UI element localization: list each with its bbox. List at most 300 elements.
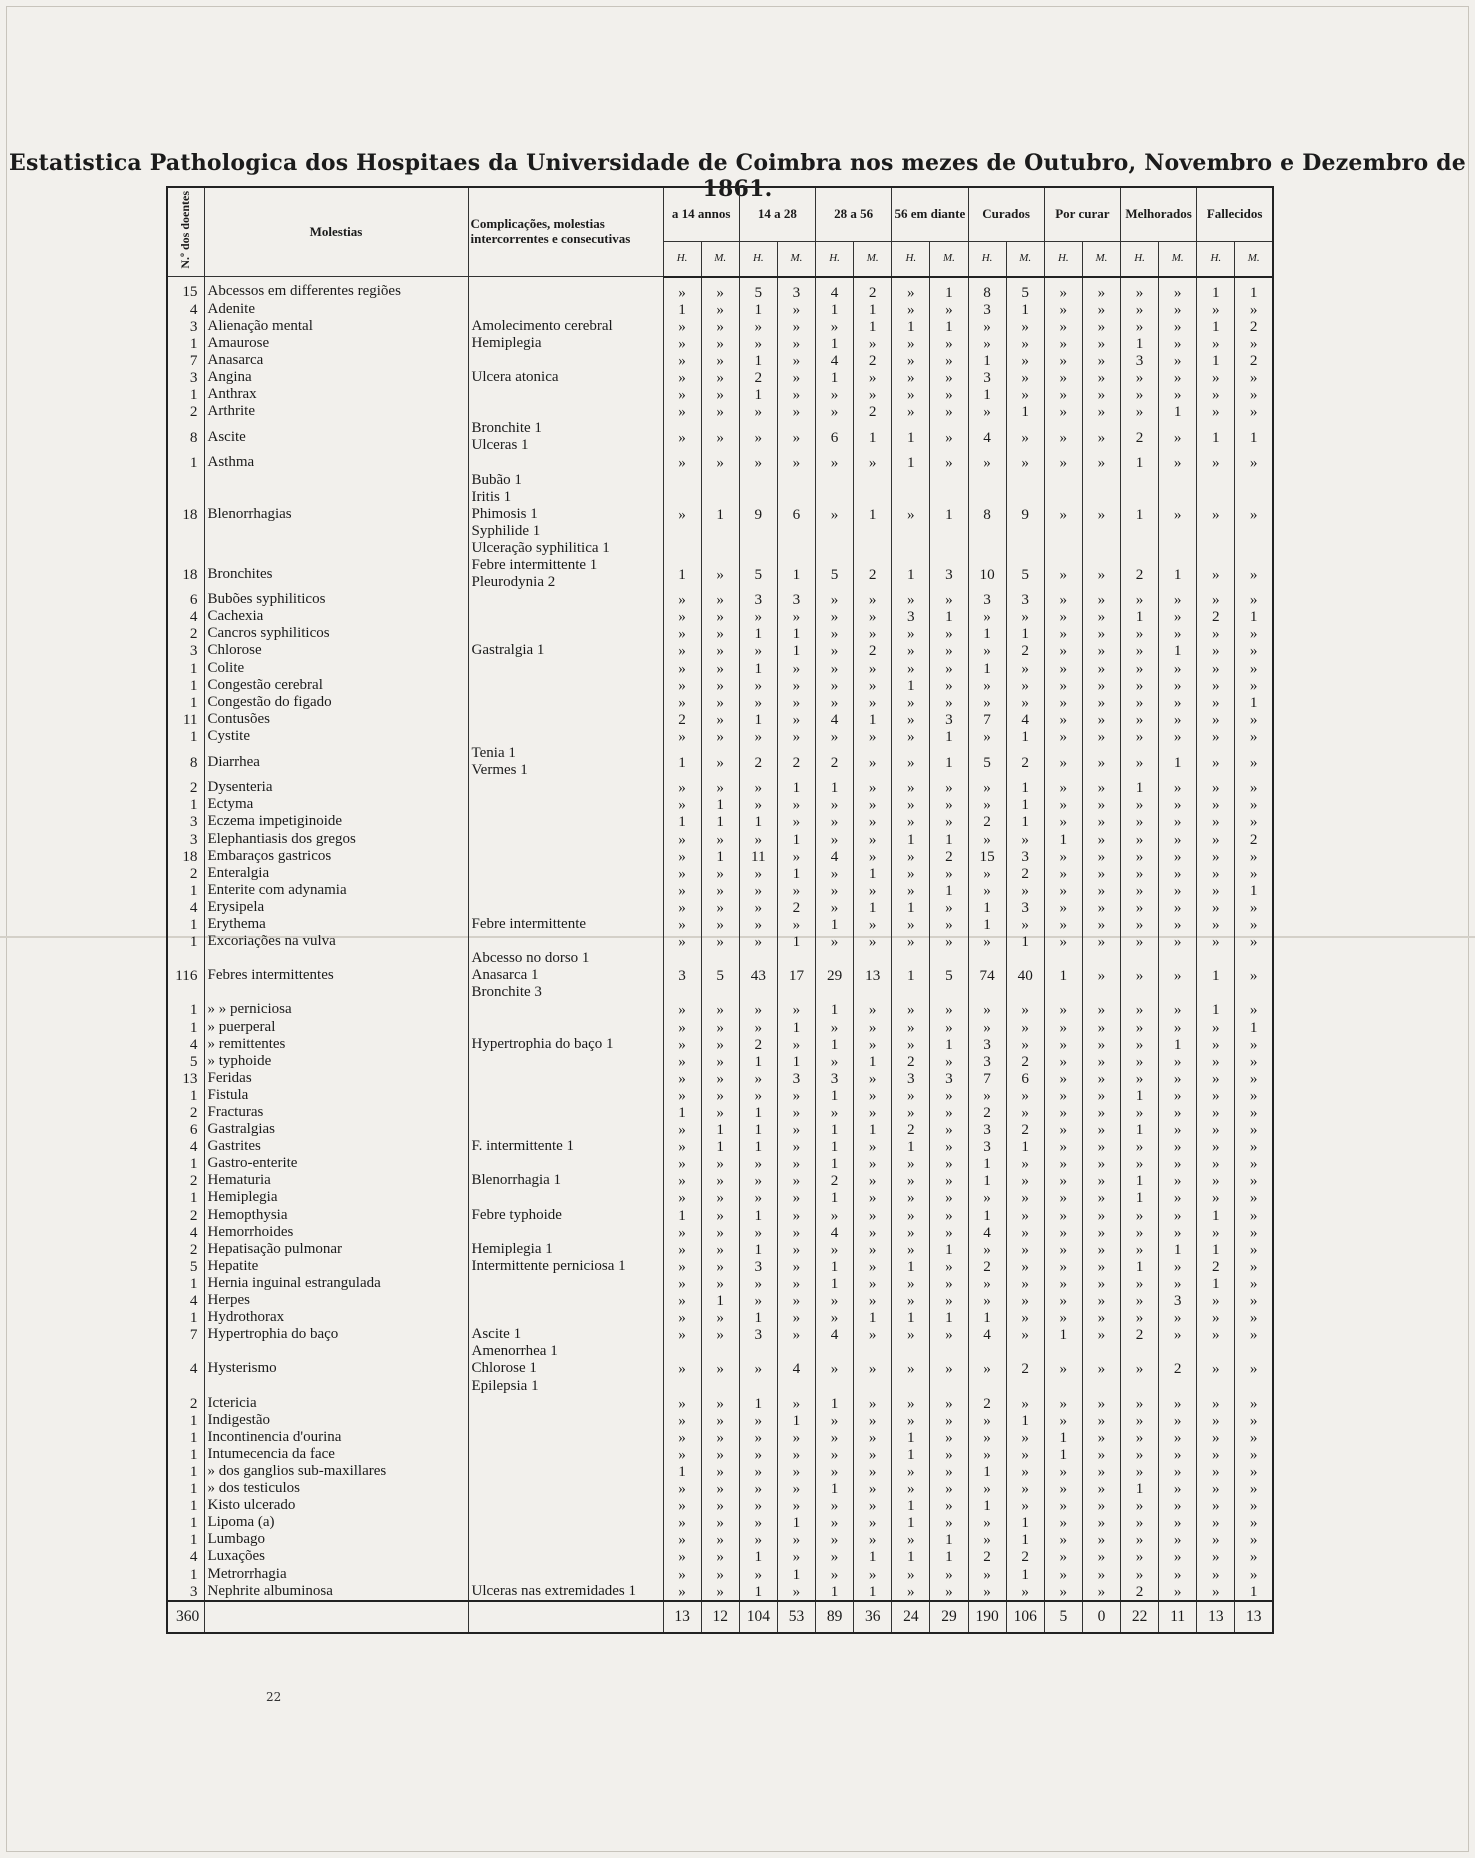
value-cell: » bbox=[1082, 1172, 1120, 1189]
value-cell: » bbox=[1197, 1155, 1235, 1172]
value-cell: 5 bbox=[930, 950, 968, 1001]
header-group: Fallecidos bbox=[1197, 187, 1273, 241]
value-cell: » bbox=[816, 831, 854, 848]
patient-count: 1 bbox=[167, 916, 204, 933]
complications bbox=[468, 779, 663, 796]
disease-name: Amaurose bbox=[204, 335, 468, 352]
value-cell: » bbox=[1044, 386, 1082, 403]
value-cell: » bbox=[701, 335, 739, 352]
value-cell: » bbox=[663, 642, 701, 659]
value-cell: 1 bbox=[854, 301, 892, 318]
value-cell: 3 bbox=[777, 591, 815, 608]
value-cell: 1 bbox=[1121, 472, 1159, 557]
value-cell: » bbox=[1082, 454, 1120, 471]
complications bbox=[468, 711, 663, 728]
table-row bbox=[167, 1241, 1273, 1258]
disease-name: Dysenteria bbox=[204, 779, 468, 796]
table-row bbox=[167, 1087, 1273, 1104]
value-cell: 3 bbox=[968, 591, 1006, 608]
value-cell: » bbox=[663, 608, 701, 625]
patient-count: 2 bbox=[167, 625, 204, 642]
disease-name: Gastrites bbox=[204, 1138, 468, 1155]
value-cell: » bbox=[739, 403, 777, 420]
patient-count: 2 bbox=[167, 1207, 204, 1224]
value-cell: » bbox=[701, 1309, 739, 1326]
patient-count: 6 bbox=[167, 1121, 204, 1138]
value-cell: » bbox=[1044, 1343, 1082, 1394]
value-cell: » bbox=[1121, 403, 1159, 420]
value-cell: » bbox=[968, 1001, 1006, 1018]
patient-count: 1 bbox=[167, 1309, 204, 1326]
complications bbox=[468, 1258, 663, 1275]
table-row bbox=[167, 1429, 1273, 1446]
complications bbox=[468, 1480, 663, 1497]
value-cell: » bbox=[1235, 916, 1273, 933]
value-cell: » bbox=[1197, 403, 1235, 420]
value-cell: 1 bbox=[1159, 557, 1197, 591]
value-cell: 3 bbox=[1006, 899, 1044, 916]
value-cell: » bbox=[663, 660, 701, 677]
value-cell: » bbox=[701, 933, 739, 950]
value-cell: 1 bbox=[968, 660, 1006, 677]
patient-count: 3 bbox=[167, 369, 204, 386]
value-cell: » bbox=[1197, 642, 1235, 659]
value-cell: » bbox=[1082, 1309, 1120, 1326]
value-cell: » bbox=[1082, 608, 1120, 625]
value-cell: 1 bbox=[968, 899, 1006, 916]
value-cell: » bbox=[663, 1548, 701, 1565]
patient-count: 2 bbox=[167, 779, 204, 796]
patient-count: 1 bbox=[167, 677, 204, 694]
value-cell: » bbox=[854, 1292, 892, 1309]
header-m: M. bbox=[777, 241, 815, 277]
value-cell: 1 bbox=[892, 831, 930, 848]
value-cell: » bbox=[1197, 813, 1235, 830]
value-cell: 7 bbox=[968, 711, 1006, 728]
value-cell: » bbox=[1121, 1241, 1159, 1258]
table-row bbox=[167, 1189, 1273, 1206]
value-cell: 1 bbox=[663, 301, 701, 318]
value-cell: » bbox=[1235, 1087, 1273, 1104]
value-cell: » bbox=[777, 1104, 815, 1121]
value-cell: 1 bbox=[663, 1463, 701, 1480]
value-cell: 1 bbox=[968, 1172, 1006, 1189]
value-cell: » bbox=[1235, 1429, 1273, 1446]
value-cell: » bbox=[1082, 591, 1120, 608]
table-row bbox=[167, 1155, 1273, 1172]
value-cell: 2 bbox=[968, 1548, 1006, 1565]
disease-name: Anthrax bbox=[204, 386, 468, 403]
value-cell: » bbox=[701, 625, 739, 642]
value-cell: » bbox=[663, 1343, 701, 1394]
value-cell: » bbox=[701, 1172, 739, 1189]
value-cell: » bbox=[1235, 591, 1273, 608]
value-cell: » bbox=[1082, 1463, 1120, 1480]
value-cell: 17 bbox=[777, 950, 815, 1001]
value-cell: » bbox=[892, 1189, 930, 1206]
value-cell: » bbox=[1082, 318, 1120, 335]
complications bbox=[468, 933, 663, 950]
value-cell: » bbox=[1006, 369, 1044, 386]
value-cell: » bbox=[816, 1309, 854, 1326]
complications bbox=[468, 728, 663, 745]
value-cell: » bbox=[1082, 677, 1120, 694]
value-cell: » bbox=[1197, 1548, 1235, 1565]
value-cell: » bbox=[1159, 677, 1197, 694]
value-cell: » bbox=[1082, 1395, 1120, 1412]
value-cell: » bbox=[1006, 1395, 1044, 1412]
disease-name: Febres intermittentes bbox=[204, 950, 468, 1001]
value-cell: » bbox=[1197, 335, 1235, 352]
value-cell: 1 bbox=[777, 642, 815, 659]
value-cell: » bbox=[1121, 677, 1159, 694]
value-cell: » bbox=[930, 1480, 968, 1497]
table-row bbox=[167, 660, 1273, 677]
complications bbox=[468, 1019, 663, 1036]
value-cell: » bbox=[1235, 454, 1273, 471]
value-cell: » bbox=[854, 1224, 892, 1241]
value-cell: » bbox=[854, 1019, 892, 1036]
value-cell: » bbox=[777, 1292, 815, 1309]
total-cell: 0 bbox=[1082, 1601, 1120, 1633]
total-cell: 24 bbox=[892, 1601, 930, 1633]
value-cell: » bbox=[1121, 1036, 1159, 1053]
value-cell: » bbox=[777, 1309, 815, 1326]
complication-item: Chlorose 1 bbox=[471, 1360, 537, 1377]
complications bbox=[468, 1138, 663, 1155]
patient-count: 1 bbox=[167, 454, 204, 471]
value-cell: » bbox=[1197, 899, 1235, 916]
value-cell: » bbox=[1197, 1514, 1235, 1531]
disease-name: Fracturas bbox=[204, 1104, 468, 1121]
value-cell: » bbox=[968, 1292, 1006, 1309]
value-cell: » bbox=[1044, 745, 1082, 779]
value-cell: 6 bbox=[777, 472, 815, 557]
table-row bbox=[167, 1070, 1273, 1087]
value-cell: » bbox=[1082, 745, 1120, 779]
value-cell: » bbox=[1197, 1480, 1235, 1497]
value-cell: 1 bbox=[1159, 1036, 1197, 1053]
value-cell: 7 bbox=[968, 1070, 1006, 1087]
value-cell: » bbox=[892, 642, 930, 659]
value-cell: » bbox=[816, 318, 854, 335]
value-cell: » bbox=[930, 1104, 968, 1121]
value-cell: » bbox=[1121, 301, 1159, 318]
value-cell: 8 bbox=[968, 472, 1006, 557]
complication-item: Intermittente perniciosa 1 bbox=[471, 1257, 626, 1274]
disease-name: Lipoma (a) bbox=[204, 1514, 468, 1531]
disease-name: Embaraços gastricos bbox=[204, 848, 468, 865]
value-cell: » bbox=[1082, 1412, 1120, 1429]
total-cell: 89 bbox=[816, 1601, 854, 1633]
value-cell: 2 bbox=[1197, 1258, 1235, 1275]
value-cell: » bbox=[701, 403, 739, 420]
value-cell: » bbox=[1159, 1207, 1197, 1224]
disease-name: Hemorrhoides bbox=[204, 1224, 468, 1241]
value-cell: 2 bbox=[1159, 1343, 1197, 1394]
value-cell: » bbox=[701, 318, 739, 335]
value-cell: » bbox=[1121, 1395, 1159, 1412]
value-cell: » bbox=[1121, 1429, 1159, 1446]
value-cell: » bbox=[930, 1292, 968, 1309]
value-cell: » bbox=[1235, 779, 1273, 796]
value-cell: » bbox=[930, 1087, 968, 1104]
value-cell: » bbox=[1235, 1224, 1273, 1241]
patient-count: 1 bbox=[167, 1446, 204, 1463]
value-cell: » bbox=[701, 831, 739, 848]
patient-count: 18 bbox=[167, 472, 204, 557]
value-cell: » bbox=[1197, 1326, 1235, 1343]
value-cell: 3 bbox=[777, 277, 815, 301]
complications bbox=[468, 403, 663, 420]
value-cell: 1 bbox=[854, 1583, 892, 1601]
value-cell: » bbox=[1235, 1275, 1273, 1292]
value-cell: » bbox=[777, 1138, 815, 1155]
value-cell: » bbox=[968, 1019, 1006, 1036]
value-cell: 1 bbox=[663, 1207, 701, 1224]
value-cell: » bbox=[701, 1514, 739, 1531]
value-cell: » bbox=[854, 1497, 892, 1514]
value-cell: » bbox=[1235, 865, 1273, 882]
value-cell: » bbox=[777, 301, 815, 318]
value-cell: » bbox=[777, 677, 815, 694]
value-cell: » bbox=[1121, 660, 1159, 677]
value-cell: » bbox=[1121, 277, 1159, 301]
header-m: M. bbox=[1006, 241, 1044, 277]
value-cell: 2 bbox=[1006, 1343, 1044, 1394]
value-cell: » bbox=[930, 1343, 968, 1394]
table-row bbox=[167, 1036, 1273, 1053]
value-cell: » bbox=[1197, 454, 1235, 471]
value-cell: » bbox=[1006, 916, 1044, 933]
value-cell: » bbox=[930, 1514, 968, 1531]
value-cell: » bbox=[739, 335, 777, 352]
value-cell: 2 bbox=[1235, 831, 1273, 848]
value-cell: » bbox=[930, 1446, 968, 1463]
value-cell: 1 bbox=[1235, 694, 1273, 711]
patient-count: 1 bbox=[167, 1155, 204, 1172]
value-cell: 1 bbox=[1197, 420, 1235, 454]
value-cell: » bbox=[663, 454, 701, 471]
disease-name: Diarrhea bbox=[204, 745, 468, 779]
value-cell: » bbox=[1235, 1343, 1273, 1394]
value-cell: » bbox=[1082, 950, 1120, 1001]
header-m: M. bbox=[1159, 241, 1197, 277]
value-cell: » bbox=[930, 386, 968, 403]
disease-name: Eczema impetiginoide bbox=[204, 813, 468, 830]
value-cell: » bbox=[1159, 1275, 1197, 1292]
value-cell: » bbox=[1159, 1121, 1197, 1138]
value-cell: » bbox=[1197, 1531, 1235, 1548]
total-cell: 11 bbox=[1159, 1601, 1197, 1633]
value-cell: » bbox=[739, 454, 777, 471]
value-cell: » bbox=[1082, 728, 1120, 745]
value-cell: 1 bbox=[1197, 352, 1235, 369]
value-cell: » bbox=[739, 1514, 777, 1531]
value-cell: » bbox=[968, 796, 1006, 813]
patient-count: 1 bbox=[167, 1189, 204, 1206]
value-cell: 2 bbox=[1121, 557, 1159, 591]
patient-count: 4 bbox=[167, 1036, 204, 1053]
value-cell: » bbox=[854, 728, 892, 745]
patient-count: 1 bbox=[167, 1275, 204, 1292]
patient-count: 3 bbox=[167, 642, 204, 659]
disease-name: Colite bbox=[204, 660, 468, 677]
value-cell: 2 bbox=[968, 1104, 1006, 1121]
value-cell: » bbox=[892, 1207, 930, 1224]
complication-item: Ulceras nas extremidades 1 bbox=[471, 1582, 637, 1599]
value-cell: » bbox=[854, 1463, 892, 1480]
value-cell: » bbox=[968, 1446, 1006, 1463]
value-cell: » bbox=[1159, 916, 1197, 933]
value-cell: » bbox=[701, 1019, 739, 1036]
value-cell: » bbox=[1082, 352, 1120, 369]
value-cell: 4 bbox=[816, 277, 854, 301]
value-cell: 2 bbox=[1235, 318, 1273, 335]
value-cell: 2 bbox=[1121, 1583, 1159, 1601]
value-cell: » bbox=[1159, 277, 1197, 301]
table-row bbox=[167, 318, 1273, 335]
value-cell: » bbox=[816, 899, 854, 916]
value-cell: 1 bbox=[1121, 1172, 1159, 1189]
complication-item: Ulceração syphilitica 1 bbox=[471, 539, 610, 556]
value-cell: » bbox=[892, 625, 930, 642]
value-cell: 3 bbox=[968, 1053, 1006, 1070]
value-cell: » bbox=[1044, 1138, 1082, 1155]
value-cell: » bbox=[892, 1087, 930, 1104]
value-cell: » bbox=[1197, 301, 1235, 318]
value-cell: » bbox=[1159, 1258, 1197, 1275]
patient-count: 3 bbox=[167, 1583, 204, 1601]
table-row bbox=[167, 557, 1273, 591]
disease-name: Erythema bbox=[204, 916, 468, 933]
value-cell: » bbox=[1121, 1207, 1159, 1224]
value-cell: » bbox=[854, 1189, 892, 1206]
value-cell: 2 bbox=[1197, 608, 1235, 625]
value-cell: » bbox=[930, 1566, 968, 1583]
total-cell: 104 bbox=[739, 1601, 777, 1633]
complications bbox=[468, 1412, 663, 1429]
value-cell: 1 bbox=[1006, 1138, 1044, 1155]
value-cell: » bbox=[968, 1343, 1006, 1394]
value-cell: » bbox=[1197, 779, 1235, 796]
value-cell: » bbox=[1082, 557, 1120, 591]
disease-name: Hydrothorax bbox=[204, 1309, 468, 1326]
header-h: H. bbox=[739, 241, 777, 277]
value-cell: 1 bbox=[1006, 301, 1044, 318]
value-cell: » bbox=[816, 1241, 854, 1258]
value-cell: 1 bbox=[892, 318, 930, 335]
value-cell: » bbox=[1197, 848, 1235, 865]
patient-count: 2 bbox=[167, 1104, 204, 1121]
complication-item: Amolecimento cerebral bbox=[471, 317, 613, 334]
value-cell: » bbox=[892, 1412, 930, 1429]
complications bbox=[468, 882, 663, 899]
value-cell: » bbox=[663, 1138, 701, 1155]
value-cell: » bbox=[1121, 1053, 1159, 1070]
value-cell: 1 bbox=[739, 711, 777, 728]
disease-name: Congestão cerebral bbox=[204, 677, 468, 694]
patient-count: 11 bbox=[167, 711, 204, 728]
value-cell: » bbox=[968, 1566, 1006, 1583]
value-cell: » bbox=[854, 677, 892, 694]
value-cell: » bbox=[1121, 625, 1159, 642]
value-cell: » bbox=[1082, 865, 1120, 882]
total-cell: 12 bbox=[701, 1601, 739, 1633]
complications bbox=[468, 1053, 663, 1070]
complication-item: Bronchite 3 bbox=[471, 984, 542, 1001]
complication-item: Ulceras 1 bbox=[471, 437, 529, 454]
value-cell: » bbox=[1121, 1292, 1159, 1309]
value-cell: » bbox=[663, 796, 701, 813]
disease-name: Bronchites bbox=[204, 557, 468, 591]
complication-item: Iritis 1 bbox=[471, 488, 512, 505]
value-cell: » bbox=[739, 1480, 777, 1497]
table-row bbox=[167, 1019, 1273, 1036]
value-cell: 1 bbox=[701, 1121, 739, 1138]
value-cell: 1 bbox=[854, 318, 892, 335]
patient-count: 2 bbox=[167, 403, 204, 420]
complications bbox=[468, 899, 663, 916]
value-cell: » bbox=[1082, 1480, 1120, 1497]
value-cell: » bbox=[701, 1480, 739, 1497]
value-cell: » bbox=[1235, 1207, 1273, 1224]
value-cell: » bbox=[663, 1480, 701, 1497]
value-cell: 1 bbox=[968, 916, 1006, 933]
value-cell: » bbox=[930, 1224, 968, 1241]
complications bbox=[468, 1155, 663, 1172]
complications bbox=[468, 1275, 663, 1292]
value-cell: 3 bbox=[968, 1121, 1006, 1138]
value-cell: 1 bbox=[1235, 882, 1273, 899]
value-cell: 1 bbox=[777, 831, 815, 848]
value-cell: » bbox=[930, 1207, 968, 1224]
patient-count: 4 bbox=[167, 1138, 204, 1155]
value-cell: » bbox=[930, 1583, 968, 1601]
value-cell: » bbox=[968, 1275, 1006, 1292]
header-group: 56 em diante bbox=[892, 187, 968, 241]
value-cell: » bbox=[1159, 1070, 1197, 1087]
value-cell: » bbox=[701, 728, 739, 745]
value-cell: » bbox=[930, 1172, 968, 1189]
value-cell: » bbox=[1235, 1036, 1273, 1053]
value-cell: » bbox=[739, 1531, 777, 1548]
value-cell: » bbox=[1159, 608, 1197, 625]
disease-name: Elephantiasis dos gregos bbox=[204, 831, 468, 848]
value-cell: » bbox=[930, 1258, 968, 1275]
value-cell: » bbox=[1159, 728, 1197, 745]
complications bbox=[468, 1224, 663, 1241]
value-cell: » bbox=[777, 1429, 815, 1446]
value-cell: » bbox=[701, 591, 739, 608]
patient-count: 6 bbox=[167, 591, 204, 608]
value-cell: 1 bbox=[1006, 625, 1044, 642]
value-cell: 1 bbox=[739, 625, 777, 642]
value-cell: 1 bbox=[1006, 1412, 1044, 1429]
value-cell: » bbox=[739, 1343, 777, 1394]
value-cell: » bbox=[1082, 882, 1120, 899]
value-cell: 4 bbox=[777, 1343, 815, 1394]
value-cell: » bbox=[663, 1155, 701, 1172]
complications bbox=[468, 386, 663, 403]
value-cell: 1 bbox=[968, 1155, 1006, 1172]
value-cell: 2 bbox=[777, 745, 815, 779]
value-cell: 2 bbox=[968, 813, 1006, 830]
value-cell: » bbox=[1235, 848, 1273, 865]
value-cell: » bbox=[1159, 1053, 1197, 1070]
value-cell: » bbox=[1082, 1121, 1120, 1138]
value-cell: 1 bbox=[930, 1309, 968, 1326]
